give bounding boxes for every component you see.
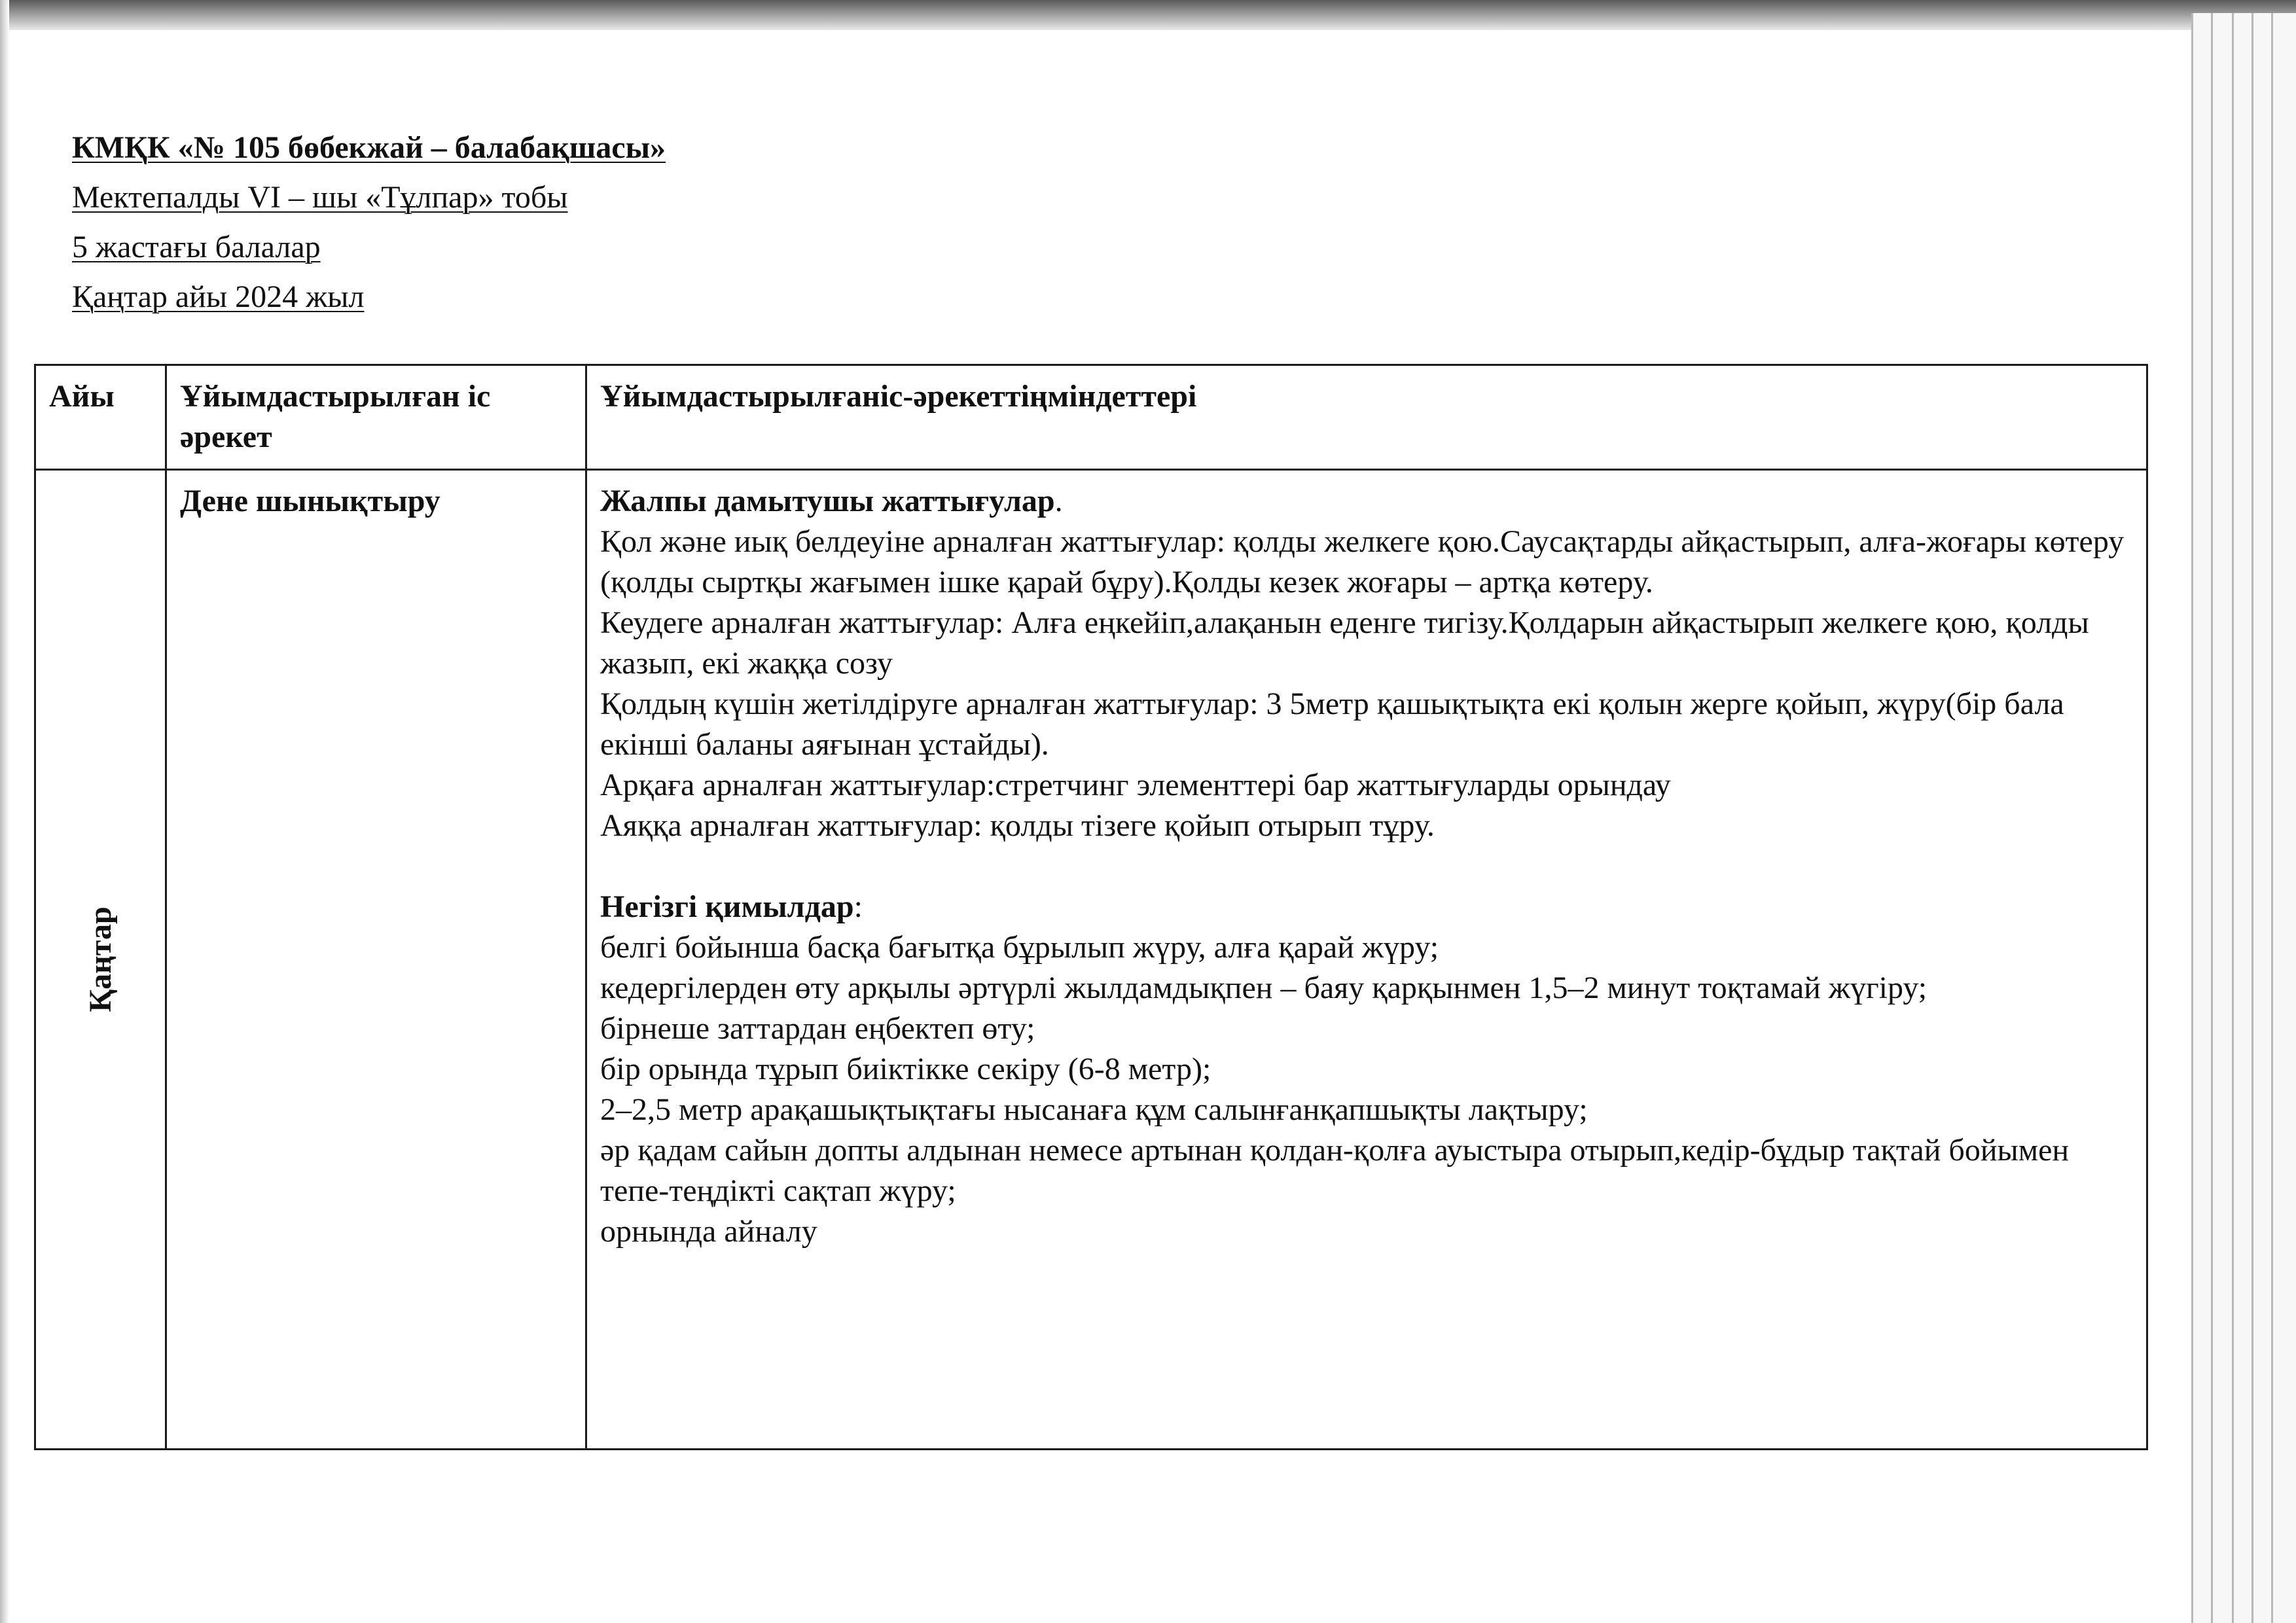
- task-line: бір орында тұрып биіктікке секіру (6-8 метр);: [600, 1052, 1211, 1086]
- activity-cell: [166, 470, 586, 1450]
- scan-left-shadow: [0, 0, 9, 1623]
- task-line: Қол және иық белдеуіне арналған жаттығулар: қолды желкеге қою.Саусақтарды айқастырып, алға-жоғары көтеру (қолды сыртқы жағымен ішке қарай бұру).Қолды кезек жоғары – артқа көтеру.: [600, 524, 2125, 599]
- age-group: 5 жастағы балалар: [72, 230, 321, 264]
- task-line: кедергілерден өту арқылы әртүрлі жылдамдықпен – баяу қарқынмен 1,5–2 минут тоқтамай жүгіру;: [600, 971, 1928, 1005]
- task-line: Аяққа арналған жаттығулар: қолды тізеге қойып отырып тұру.: [600, 808, 1435, 843]
- group-name: Мектепалды VI – шы «Тұлпар» тобы: [72, 180, 568, 215]
- tasks-cell: Жалпы дамытушы жаттығулар. Қол және иық белдеуіне арналған жаттығулар: қолды желкеге қою.Саусақтарды айқастырып, алға-жоғары көтеру (қолды сыртқы жағымен ішке қарай бұру).Қолды кезек жоғары – артқа көтеру. Кеудеге арналған жаттығулар: Алға еңкейіп,алақанын еденге тигізу.Қолдарын айқастырып желкеге қою, қолды жазып, екі жаққа созу Қолдың күшін жетілдіруге арналған жаттығулар: 3 5метр қашықтықта екі қолын жерге қойып, жүру(бір бала екінші баланы аяғынан ұстайды). Арқаға арналған жаттығулар:стретчинг элементтері бар жаттығуларды орындау Аяққа арналған жаттығулар: қолды тізеге қойып отырып тұру. Негізгі қимылдар: белгі бойынша басқа бағытқа бұрылып жүру, алға қарай жүру; кедергілерден өту арқылы әртүрлі жылдамдықпен – баяу қарқынмен 1,5–2 минут тоқтамай жүгіру; бірнеше заттардан еңбектеп өту; бір орында тұрып биіктікке секіру (6-8 метр); 2–2,5 метр арақашықтықтағы нысанаға құм салынғанқапшықты лақтыру; әр қадам сайын допты алдынан немесе артынан қолдан-қолға ауыстыра отырып,кедір-бұдыр тақтай бойымен тепе-теңдікті сақтап жүру; орнында айналу: [586, 470, 2147, 1450]
- task-line: Кеудеге арналған жаттығулар: Алға еңкейіп,алақанын еденге тигізу.Қолдарын айқастырып желкеге қою, қолды жазып, екі жаққа созу: [600, 605, 2089, 681]
- task-line: 2–2,5 метр арақашықтықтағы нысанаға құм салынғанқапшықты лақтыру;: [600, 1092, 1588, 1127]
- month-cell: [35, 470, 166, 1450]
- section-title-general-exercises: Жалпы дамытушы жаттығулар: [600, 484, 1055, 518]
- task-line: Қолдың күшін жетілдіруге арналған жаттығулар: 3 5метр қашықтықта екі қолын жерге қойып, жүру(бір бала екінші баланы аяғынан ұстайды).: [600, 687, 2064, 762]
- task-line: бірнеше заттардан еңбектеп өту;: [600, 1011, 1035, 1046]
- scan-top-shadow: [0, 0, 2296, 30]
- task-line: Арқаға арналған жаттығулар:стретчинг элементтері бар жаттығуларды орындау: [600, 768, 1671, 802]
- month-label: Қаңтар: [82, 906, 118, 1012]
- plan-table: [34, 364, 2148, 1450]
- table-header-row: [35, 365, 2147, 470]
- table-row: [35, 470, 2147, 1450]
- period: Қаңтар айы 2024 жыл: [72, 279, 365, 314]
- header-month: Айы: [35, 365, 166, 470]
- task-line: орнында айналу: [600, 1214, 817, 1249]
- header-tasks: Ұйымдастырылғаніс-әрекеттіңміндеттері: [586, 365, 2147, 470]
- task-line: әр қадам сайын допты алдынан немесе артынан қолдан-қолға ауыстыра отырып,кедір-бұдыр тақтай бойымен тепе-теңдікті сақтап жүру;: [600, 1133, 2070, 1208]
- task-line: белгі бойынша басқа бағытқа бұрылып жүру, алға қарай жүру;: [600, 930, 1439, 965]
- header-activity: Ұйымдастырылған іс әрекет: [166, 365, 586, 470]
- organization-name: КМҚК «№ 105 бөбекжай – балабақшасы»: [72, 130, 666, 165]
- activity-name: Дене шынықтыру: [180, 484, 440, 518]
- document-header: [72, 123, 666, 322]
- section-title-basic-movements: Негізгі қимылдар: [600, 889, 854, 924]
- page-stack-edges: [2191, 13, 2296, 1623]
